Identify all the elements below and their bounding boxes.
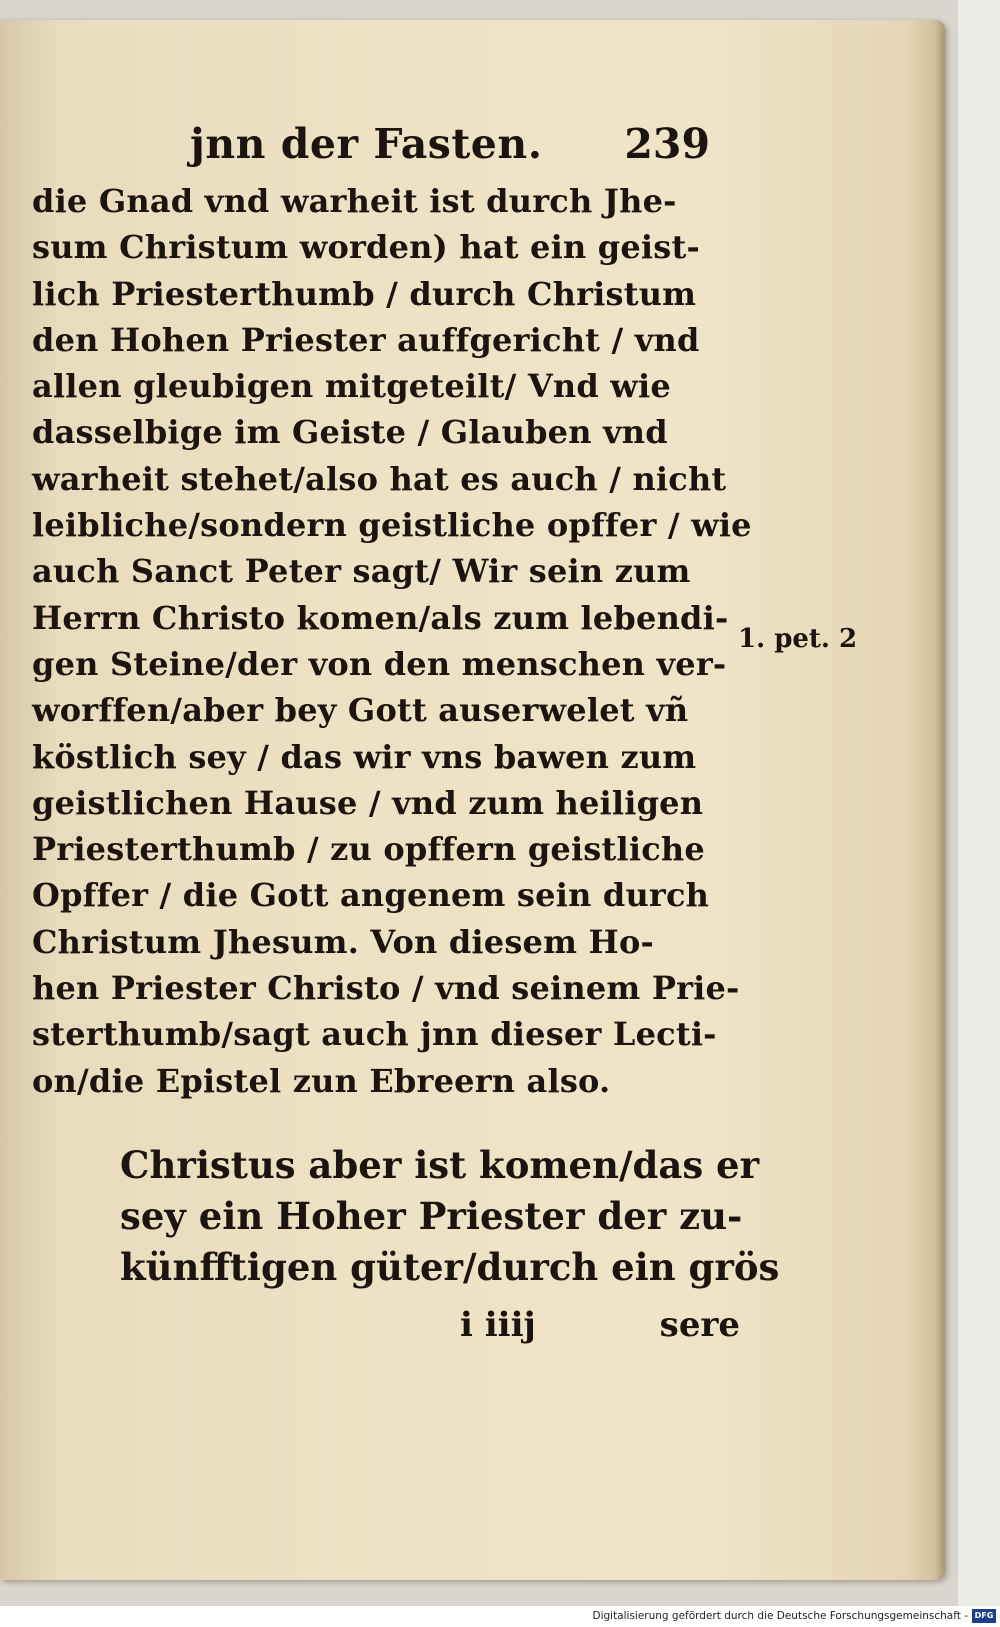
page-header <box>180 112 710 172</box>
text-line: Herrn Christo komen/als zum lebendi- <box>32 598 729 637</box>
text-line: allen gleubigen mitgeteilt/ Vnd wie <box>32 367 671 406</box>
text-line: köstlich sey / das wir vns bawen zum <box>32 737 697 776</box>
credit-bar <box>0 1606 1000 1627</box>
text-line: auch Sanct Peter sagt/ Wir sein zum <box>32 552 691 591</box>
text-line: den Hohen Priester auffgericht / vnd <box>32 320 700 359</box>
quote-line: Christus aber ist komen/das er <box>120 1143 760 1187</box>
credit-text: Digitalisierung gefördert durch die Deutsche Forschungsgemeinschaft - <box>592 1610 968 1622</box>
text-line: Opffer / die Gott angenem sein durch <box>32 876 710 915</box>
text-line: die Gnad vnd warheit ist durch Jhe- <box>32 182 677 220</box>
page-footer <box>460 1305 740 1345</box>
text-line: worffen/aber bey Gott auserwelet vñ <box>32 691 689 730</box>
main-text-block <box>32 178 752 1104</box>
catchword: sere <box>659 1305 740 1345</box>
dfg-logo: DFG <box>972 1609 996 1623</box>
text-line: hen Priester Christo / vnd seinem Prie- <box>32 969 740 1008</box>
text-line: on/die Epistel zun Ebreern also. <box>32 1061 611 1100</box>
text-line: geistlichen Hause / vnd zum heiligen <box>32 783 704 822</box>
text-line: warheit stehet/also hat es auch / nicht <box>32 459 727 498</box>
book-page <box>0 20 945 1580</box>
signature-mark: i iiij <box>460 1305 536 1345</box>
running-title: jnn der Fasten. <box>190 120 543 168</box>
text-line: gen Steine/der von den menschen ver- <box>32 644 727 683</box>
text-line: Priesterthumb / zu opffern geistliche <box>32 830 705 869</box>
text-line: dasselbige im Geiste / Glauben vnd <box>32 413 668 452</box>
margin-note: 1. pet. 2 <box>738 624 858 654</box>
text-line: leibliche/sondern geistliche opffer / wie <box>32 506 752 545</box>
text-line: sum Christum worden) hat ein geist- <box>32 228 700 267</box>
quote-line: sey ein Hoher Priester der zu- <box>120 1194 743 1238</box>
page-number: 239 <box>624 120 710 168</box>
text-line: Christum Jhesum. Von diesem Ho- <box>32 922 654 961</box>
text-line: lich Priesterthumb / durch Christum <box>32 274 697 313</box>
quote-block <box>120 1140 780 1293</box>
text-line: sterthumb/sagt auch jnn dieser Lecti- <box>32 1015 717 1054</box>
quote-line: künfftigen güter/durch ein grös <box>120 1245 780 1289</box>
